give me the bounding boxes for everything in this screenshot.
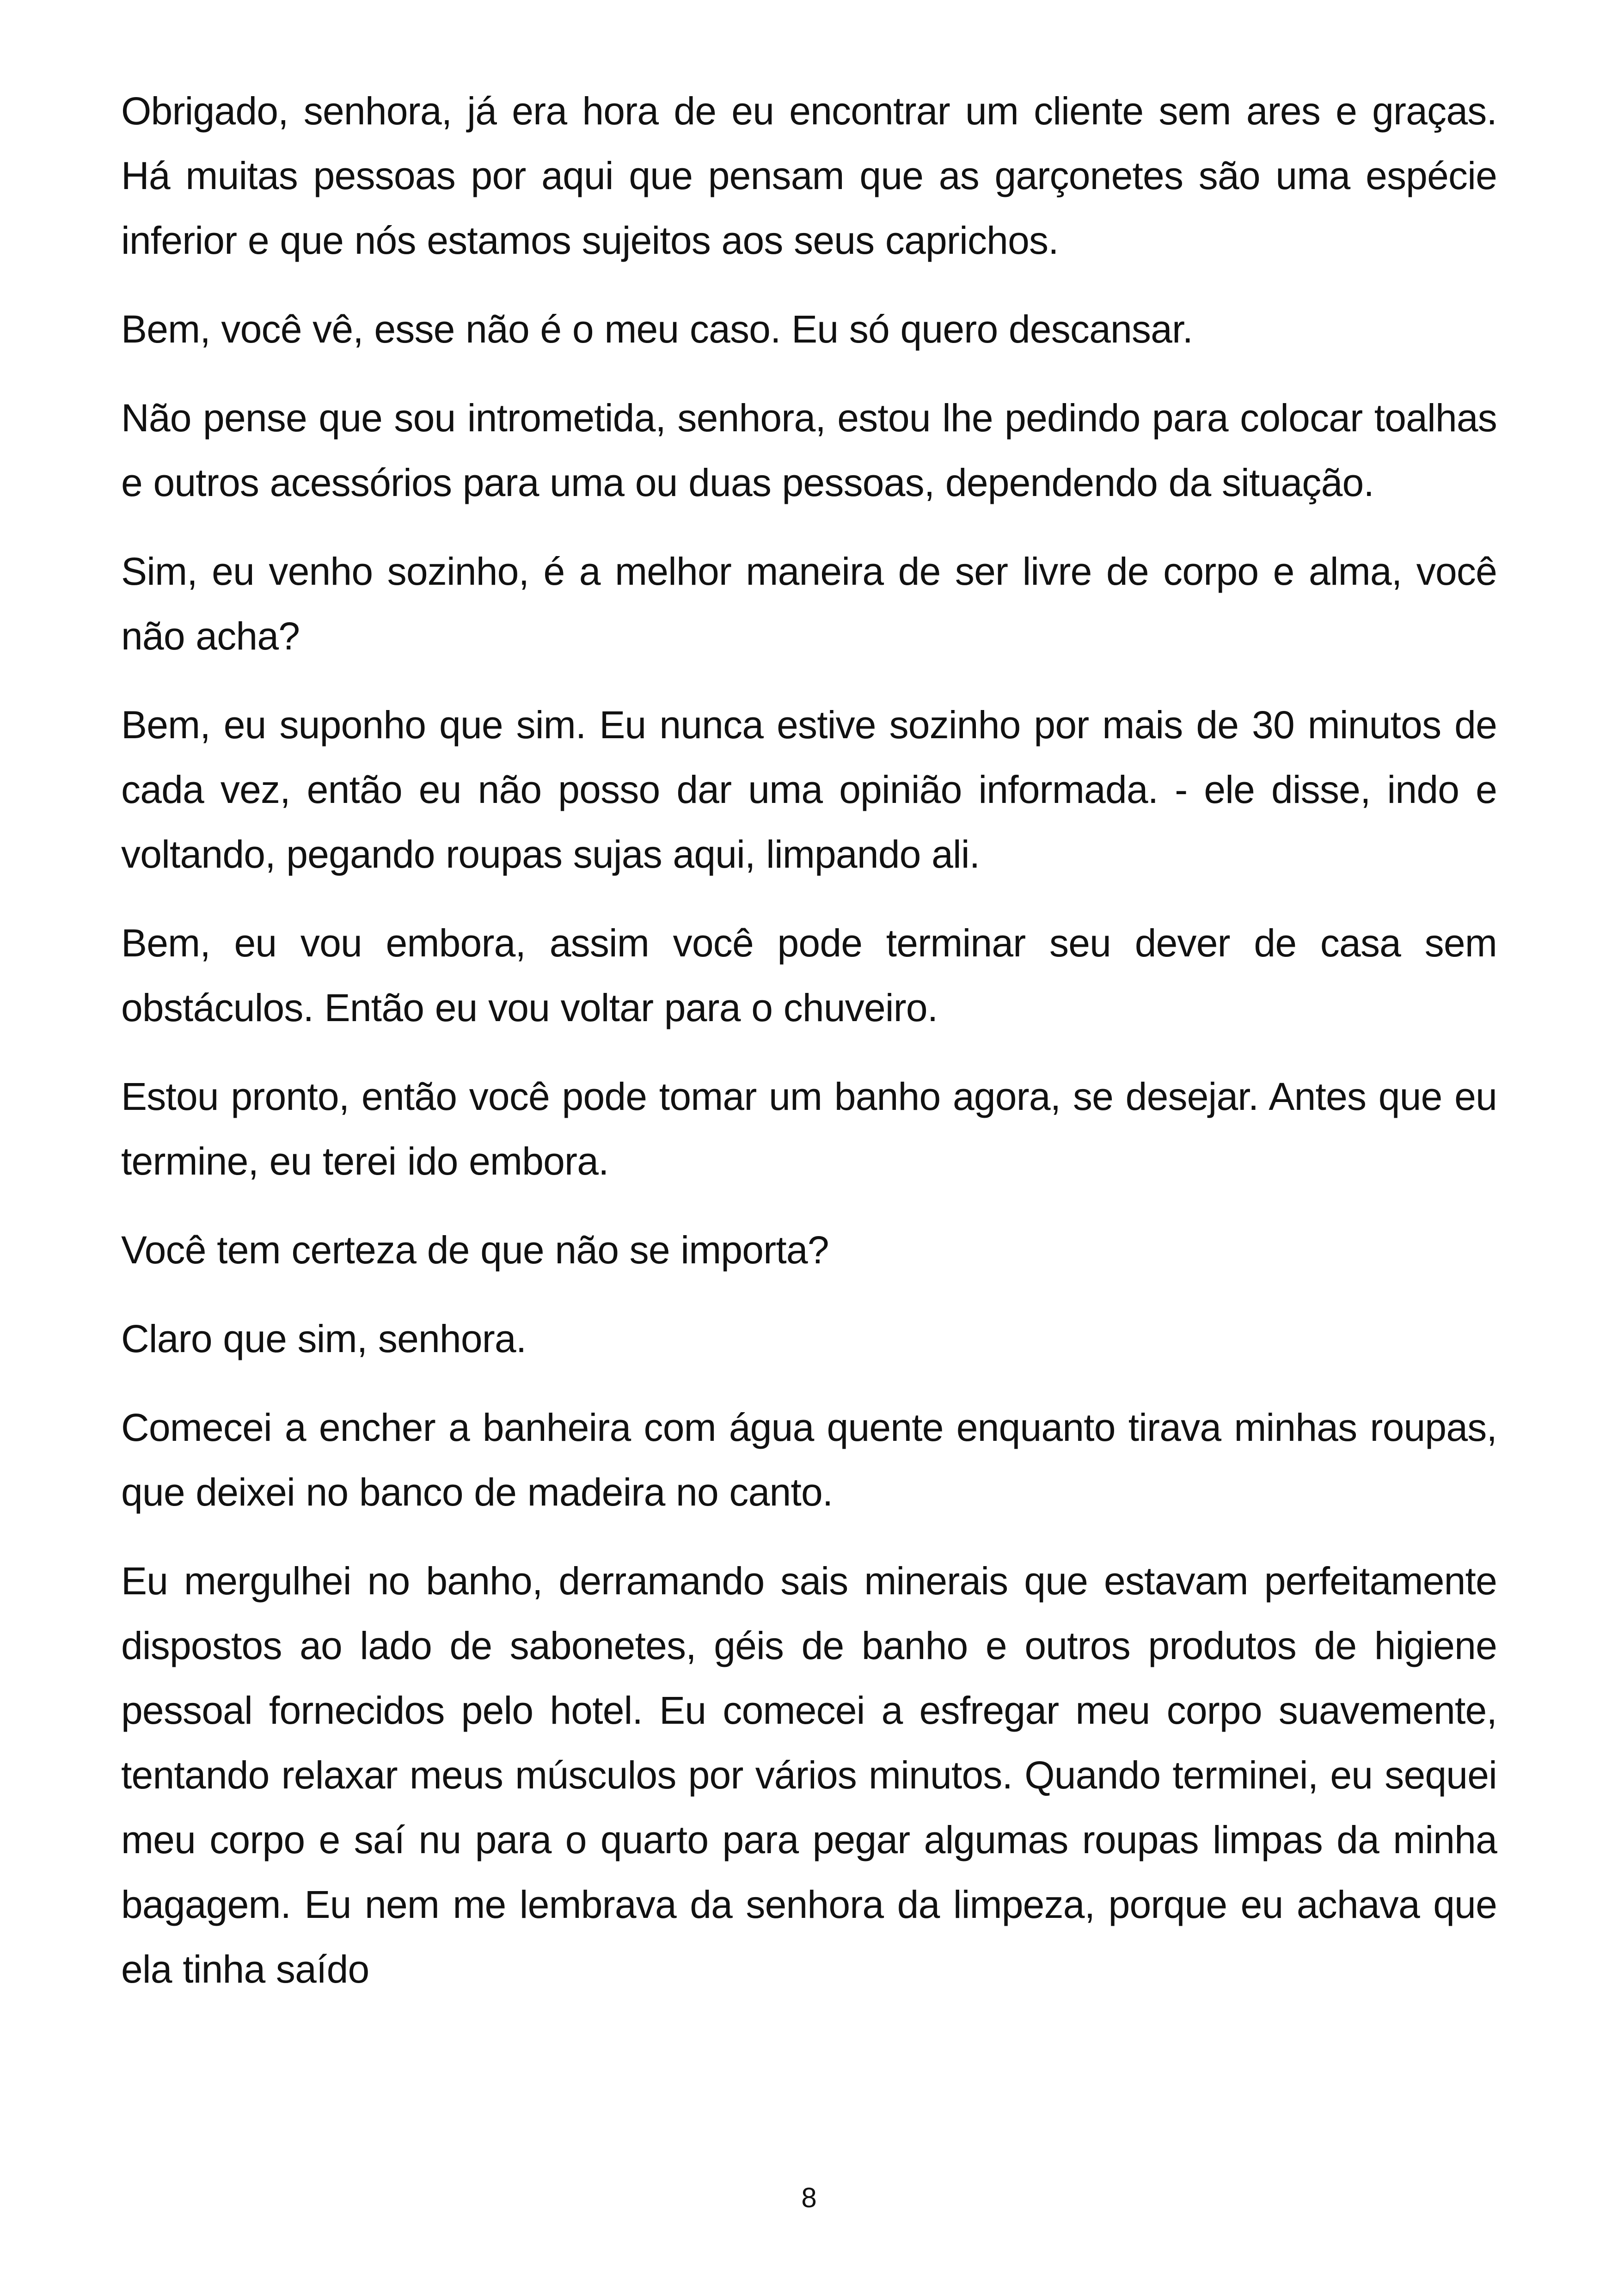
paragraph: Comecei a encher a banheira com água quente enquanto tirava minhas roupas, que deixei no banco de madeira no canto.	[121, 1406, 1497, 1514]
paragraph: Bem, eu suponho que sim. Eu nunca estive sozinho por mais de 30 minutos de cada vez, então eu não posso dar uma opinião informada. - ele disse, indo e voltando, pegando roupas sujas aqui, limpando ali.	[121, 703, 1497, 876]
paragraph: Bem, você vê, esse não é o meu caso. Eu só quero descansar.	[121, 307, 1193, 351]
paragraph: Claro que sim, senhora.	[121, 1317, 527, 1360]
paragraph: Estou pronto, então você pode tomar um banho agora, se desejar. Antes que eu termine, eu terei ido embora.	[121, 1075, 1497, 1183]
paragraph: Bem, eu vou embora, assim você pode terminar seu dever de casa sem obstáculos. Então eu vou voltar para o chuveiro.	[121, 921, 1497, 1029]
paragraph: Você tem certeza de que não se importa?	[121, 1228, 829, 1272]
paragraph: Obrigado, senhora, já era hora de eu encontrar um cliente sem ares e graças. Há muitas pessoas por aqui que pensam que as garçonetes são uma espécie inferior e que nós estamos sujeitos aos seus caprichos.	[121, 89, 1497, 262]
page-number: 8	[801, 2182, 817, 2213]
paragraph: Não pense que sou intrometida, senhora, estou lhe pedindo para colocar toalhas e outros acessórios para uma ou duas pessoas, dependendo da situação.	[121, 396, 1497, 504]
paragraph: Eu mergulhei no banho, derramando sais minerais que estavam perfeitamente dispostos ao lado de sabonetes, géis de banho e outros produtos de higiene pessoal fornecidos pelo hotel. Eu comecei a esfregar meu corpo suavemente, tentando relaxar meus músculos por vários minutos. Quando terminei, eu sequei meu corpo e saí nu para o quarto para pegar algumas roupas limpas da minha bagagem. Eu nem me lembrava da senhora da limpeza, porque eu achava que ela tinha saído	[121, 1559, 1497, 1991]
body-text	[121, 79, 1497, 2026]
paragraph: Sim, eu venho sozinho, é a melhor maneira de ser livre de corpo e alma, você não acha?	[121, 550, 1497, 658]
